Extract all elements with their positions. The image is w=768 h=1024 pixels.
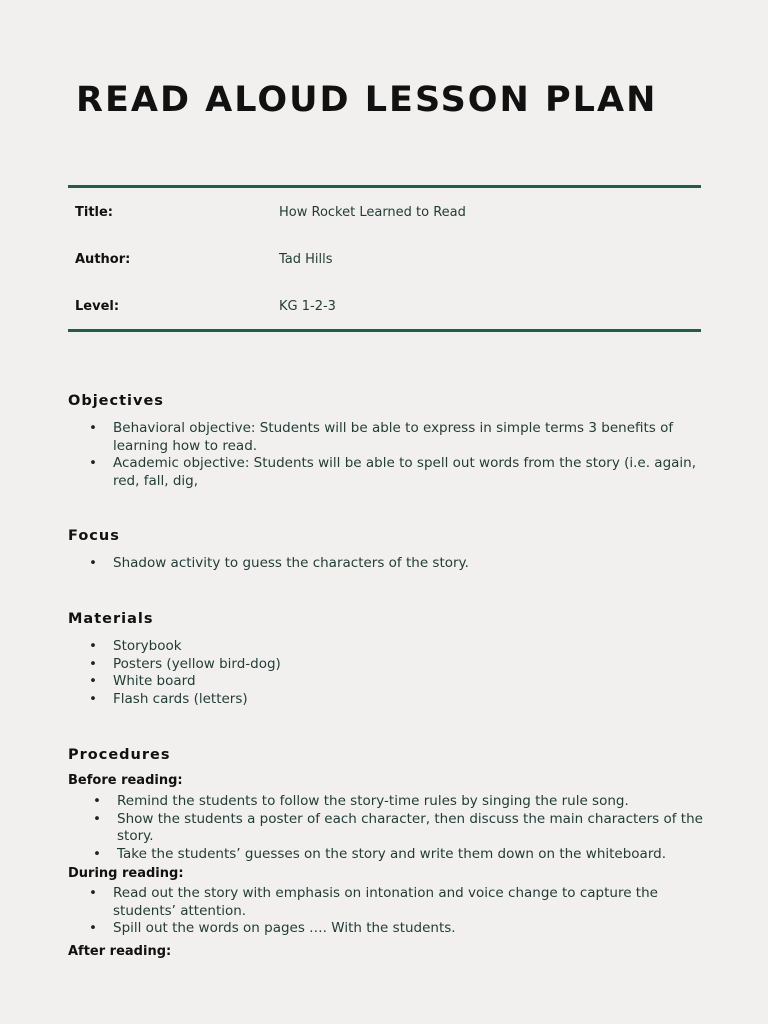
list-item: • Read out the story with emphasis on intonation and voice change to capture the students’ attention. bbox=[68, 885, 708, 920]
title-label: Title: bbox=[75, 205, 114, 220]
before-reading-list bbox=[68, 793, 708, 863]
during-reading-label: During reading: bbox=[68, 866, 184, 881]
objectives-heading: Objectives bbox=[68, 393, 164, 409]
list-item: • White board bbox=[68, 673, 708, 691]
list-item: • Posters (yellow bird-dog) bbox=[68, 656, 708, 674]
materials-list bbox=[68, 638, 708, 708]
materials-heading: Materials bbox=[68, 611, 154, 627]
title-value: How Rocket Learned to Read bbox=[279, 205, 466, 220]
list-item: • Storybook bbox=[68, 638, 708, 656]
top-divider bbox=[68, 185, 701, 188]
bottom-divider bbox=[68, 329, 701, 332]
list-item: • Flash cards (letters) bbox=[68, 691, 708, 709]
after-reading-label: After reading: bbox=[68, 944, 172, 959]
level-label: Level: bbox=[75, 299, 120, 314]
list-item: • Remind the students to follow the story-time rules by singing the rule song. bbox=[68, 793, 708, 811]
list-item: • Take the students’ guesses on the story and write them down on the whiteboard. bbox=[68, 846, 708, 864]
page-title: READ ALOUD LESSON PLAN bbox=[76, 80, 658, 120]
during-reading-list bbox=[68, 885, 708, 938]
procedures-heading: Procedures bbox=[68, 747, 171, 763]
list-item: • Shadow activity to guess the characters of the story. bbox=[68, 555, 708, 573]
list-item: • Show the students a poster of each character, then discuss the main characters of the story. bbox=[68, 811, 708, 846]
objectives-list bbox=[68, 420, 708, 490]
focus-list bbox=[68, 555, 708, 573]
before-reading-label: Before reading: bbox=[68, 773, 183, 788]
level-value: KG 1-2-3 bbox=[279, 299, 336, 314]
list-item: • Spill out the words on pages …. With the students. bbox=[68, 920, 708, 938]
author-value: Tad Hills bbox=[279, 252, 333, 267]
list-item: • Behavioral objective: Students will be able to express in simple terms 3 benefits of learning how to read. bbox=[68, 420, 708, 455]
author-label: Author: bbox=[75, 252, 131, 267]
list-item: • Academic objective: Students will be able to spell out words from the story (i.e. again, red, fall, dig, bbox=[68, 455, 708, 490]
focus-heading: Focus bbox=[68, 528, 120, 544]
